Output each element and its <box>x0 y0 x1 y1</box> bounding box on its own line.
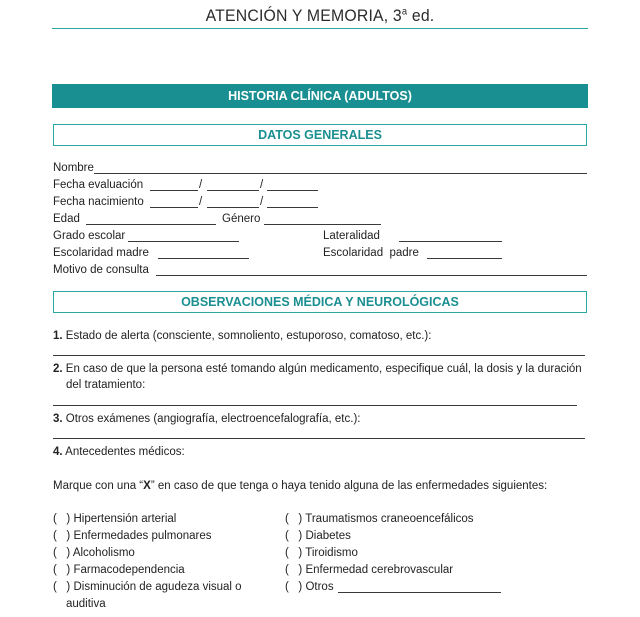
checkbox[interactable]: ( ) <box>53 581 71 593</box>
checklist-item <box>53 530 212 543</box>
disease-label: Farmacodependencia <box>73 564 185 576</box>
label-fecha-evaluacion: Fecha evaluación <box>53 179 144 191</box>
checkbox[interactable]: ( ) <box>53 547 71 559</box>
field-otros[interactable] <box>338 592 501 593</box>
question-1: 1. Estado de alerta (consciente, somnoliento, estuporoso, comatoso, etc.): <box>53 330 432 342</box>
label-fecha-nacimiento: Fecha nacimiento <box>53 196 144 208</box>
book-title: ATENCIÓN Y MEMORIA, 3$^a$ ed. <box>205 6 435 25</box>
question-2: 2. En caso de que la persona esté tomando algún medicamento, especifique cuál, la dosis y la duración <box>53 363 582 375</box>
question-4: 4. Antecedentes médicos: <box>53 446 185 458</box>
answer-line-q3[interactable] <box>53 438 585 439</box>
checklist-item <box>285 513 474 526</box>
checklist-item <box>285 547 358 560</box>
checkbox[interactable]: ( ) <box>53 513 71 525</box>
date-separator: / <box>199 196 203 208</box>
field-fecha-nacimiento-year[interactable] <box>267 207 318 208</box>
label-nombre: Nombre <box>53 162 94 174</box>
date-separator: / <box>260 196 264 208</box>
checkbox[interactable]: ( ) <box>285 564 303 576</box>
label-escolaridad-padre: Escolaridad padre <box>323 247 419 259</box>
disease-label: Tiroidismo <box>305 547 358 559</box>
checklist-item <box>285 530 351 543</box>
checkbox[interactable]: ( ) <box>285 581 303 593</box>
field-edad[interactable] <box>86 224 216 225</box>
field-fecha-evaluacion-day[interactable] <box>150 190 198 191</box>
field-motivo-consulta[interactable] <box>156 275 587 276</box>
question-2-continuation: del tratamiento: <box>66 379 146 391</box>
disease-label: Otros <box>305 581 334 593</box>
header-rule <box>52 28 588 29</box>
date-separator: / <box>199 179 203 191</box>
label-lateralidad: Lateralidad <box>323 230 380 242</box>
field-genero[interactable] <box>264 224 381 225</box>
checkbox[interactable]: ( ) <box>53 530 71 542</box>
checkbox[interactable]: ( ) <box>285 547 303 559</box>
disease-label: Hipertensión arterial <box>73 513 177 525</box>
checklist-item <box>53 513 176 526</box>
label-escolaridad-madre: Escolaridad madre <box>53 247 149 259</box>
checklist-item <box>285 564 453 577</box>
disease-label: Enfermedades pulmonares <box>73 530 212 542</box>
disease-label-continuation: auditiva <box>66 598 106 610</box>
label-genero: Género <box>222 213 261 225</box>
field-fecha-nacimiento-day[interactable] <box>150 207 198 208</box>
field-fecha-nacimiento-month[interactable] <box>207 207 259 208</box>
checklist-item <box>285 581 334 594</box>
label-motivo-consulta: Motivo de consulta <box>53 264 149 276</box>
answer-line-q1[interactable] <box>53 355 585 356</box>
checkbox[interactable]: ( ) <box>53 564 71 576</box>
checklist-item <box>53 581 242 594</box>
instruction-text: Marque con una “X” en caso de que tenga o haya tenido alguna de las enfermedades siguientes: <box>53 480 548 492</box>
disease-label: Traumatismos craneoencefálicos <box>305 513 474 525</box>
edition-superscript: a <box>401 6 408 18</box>
field-lateralidad[interactable] <box>399 241 502 242</box>
label-grado-escolar: Grado escolar <box>53 230 126 242</box>
checklist-item <box>53 564 185 577</box>
checkbox[interactable]: ( ) <box>285 513 303 525</box>
date-separator: / <box>260 179 264 191</box>
question-3: 3. Otros exámenes (angiografía, electroencefalografía, etc.): <box>53 413 361 425</box>
field-escolaridad-madre[interactable] <box>158 258 249 259</box>
field-fecha-evaluacion-month[interactable] <box>207 190 259 191</box>
field-nombre[interactable] <box>94 173 587 174</box>
disease-label: Disminución de agudeza visual o <box>73 581 242 593</box>
disease-label: Diabetes <box>305 530 351 542</box>
checkbox[interactable]: ( ) <box>285 530 303 542</box>
disease-label: Alcoholismo <box>72 547 135 559</box>
checklist-item <box>53 547 135 560</box>
field-escolaridad-padre[interactable] <box>427 258 502 259</box>
disease-label: Enfermedad cerebrovascular <box>305 564 454 576</box>
section-title-datos-generales: DATOS GENERALES <box>53 124 587 146</box>
field-fecha-evaluacion-year[interactable] <box>267 190 318 191</box>
form-title-banner: HISTORIA CLÍNICA (ADULTOS) <box>52 84 588 108</box>
label-edad: Edad <box>53 213 80 225</box>
answer-line-q2[interactable] <box>53 405 577 406</box>
section-title-observaciones: OBSERVACIONES MÉDICA Y NEUROLÓGICAS <box>53 291 587 313</box>
field-grado-escolar[interactable] <box>128 241 239 242</box>
